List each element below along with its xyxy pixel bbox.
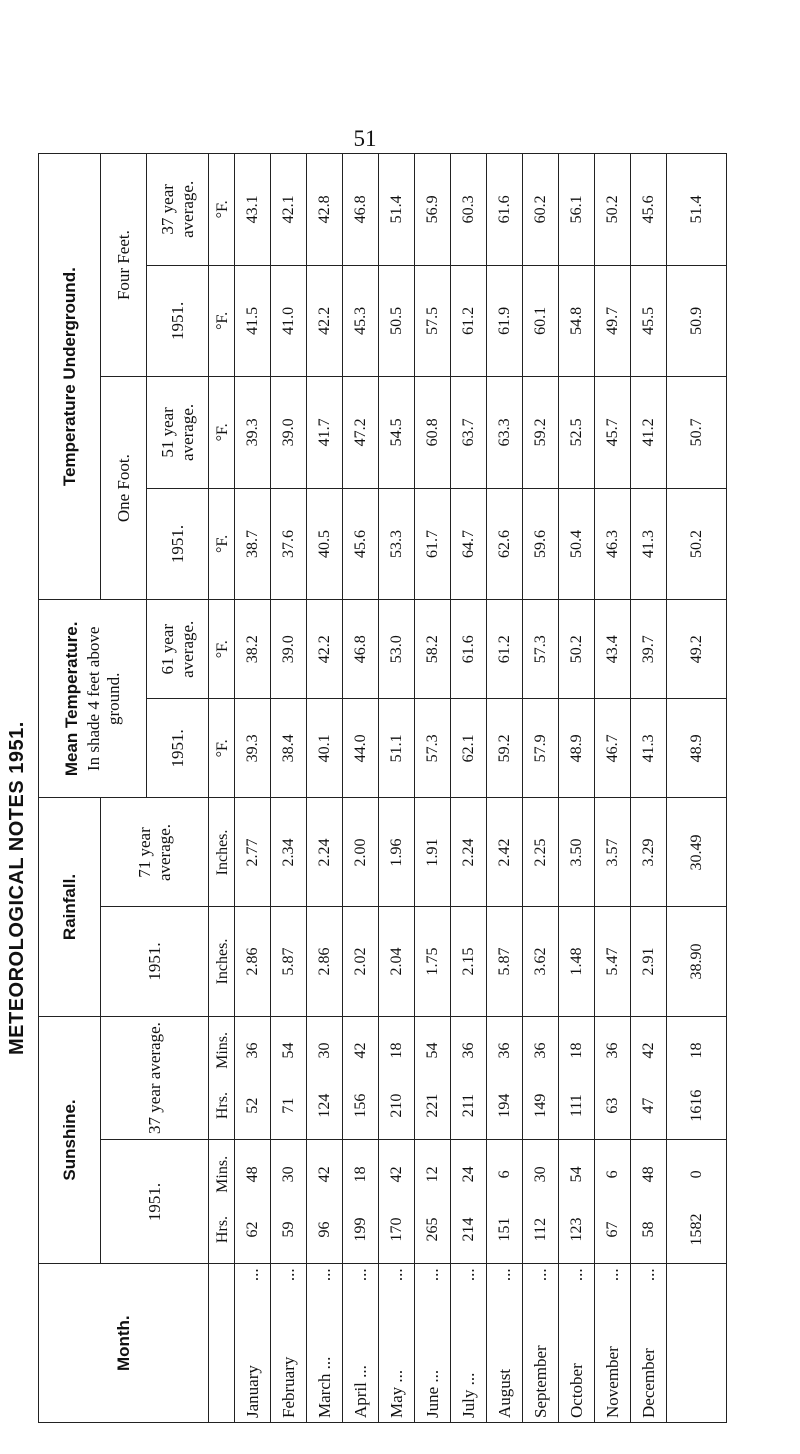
sunshine-37yr-cell — [379, 1016, 415, 1140]
month-name: September — [530, 1345, 550, 1418]
mean-temp-1951-cell: 57.9 — [523, 699, 559, 798]
minutes-value: 36 — [603, 1042, 621, 1059]
sunshine-37yr-cell — [487, 1016, 523, 1140]
mean-temp-1951-cell: 57.3 — [415, 699, 451, 798]
one-foot-1951-cell: 37.6 — [271, 488, 307, 600]
rainfall-1951-cell: 2.02 — [343, 907, 379, 1016]
unit-degf: °F. — [209, 154, 235, 266]
hours-value: 58 — [639, 1221, 657, 1238]
leader-dots: ... — [386, 1268, 406, 1282]
mean-temp-61yr-cell: 42.2 — [307, 600, 343, 699]
hours-value: 111 — [567, 1094, 585, 1117]
rainfall-71yr-cell: 2.34 — [271, 798, 307, 907]
unit-inches: Inches. — [209, 798, 235, 907]
hours-value: 214 — [459, 1217, 477, 1242]
mean-temp-61yr-cell: 43.4 — [595, 600, 631, 699]
mean-temp-61yr-cell: 39.7 — [631, 600, 667, 699]
four-feet-1951-cell: 41.0 — [271, 265, 307, 377]
hours-value: 210 — [387, 1093, 405, 1118]
one-foot-51yr-cell: 41.2 — [631, 377, 667, 489]
rainfall-71yr-cell: 2.77 — [235, 798, 271, 907]
sunshine-37yr-header: 37 year average. — [101, 1016, 209, 1140]
sunshine-1951-cell — [595, 1140, 631, 1264]
month-name: October — [566, 1363, 586, 1418]
hours-value: 112 — [531, 1217, 549, 1242]
one-foot-51yr-cell: 52.5 — [559, 377, 595, 489]
minutes-value: 48 — [639, 1166, 657, 1183]
hours-value: 123 — [567, 1217, 585, 1242]
month-cell — [523, 1264, 559, 1423]
unit-degf: °F. — [209, 699, 235, 798]
total-four-feet-1951: 50.9 — [667, 265, 727, 377]
one-foot-1951-cell: 41.3 — [631, 488, 667, 600]
sunshine-37yr-cell — [451, 1016, 487, 1140]
hours-value: 71 — [279, 1097, 297, 1114]
total-mins: 0 — [687, 1170, 705, 1179]
sunshine-1951-cell — [343, 1140, 379, 1264]
sunshine-37yr-cell — [595, 1016, 631, 1140]
sunshine-37yr-cell — [415, 1016, 451, 1140]
four-feet-1951-cell: 60.1 — [523, 265, 559, 377]
sunshine-1951-header: 1951. — [101, 1140, 209, 1264]
four-feet-37yr-cell: 60.3 — [451, 154, 487, 266]
rainfall-1951-cell: 5.87 — [271, 907, 307, 1016]
sunshine-1951-cell — [523, 1140, 559, 1264]
table-row — [595, 154, 631, 1423]
one-foot-51yr-cell: 63.3 — [487, 377, 523, 489]
minutes-value: 18 — [351, 1166, 369, 1183]
mean-temp-1951-cell: 40.1 — [307, 699, 343, 798]
one-foot-header: One Foot. — [101, 377, 147, 600]
four-feet-37yr-cell: 56.1 — [559, 154, 595, 266]
rainfall-71yr-cell: 1.96 — [379, 798, 415, 907]
one-foot-51yr-cell: 54.5 — [379, 377, 415, 489]
one-foot-51yr-cell: 39.3 — [235, 377, 271, 489]
four-feet-1951-cell: 61.2 — [451, 265, 487, 377]
units-month-cell — [209, 1264, 235, 1423]
total-four-feet-37yr: 51.4 — [667, 154, 727, 266]
one-foot-51yr-cell: 63.7 — [451, 377, 487, 489]
minutes-value: 18 — [387, 1042, 405, 1059]
sunshine-37yr-cell — [631, 1016, 667, 1140]
table-row — [631, 154, 667, 1423]
mean-temp-1951-cell: 39.3 — [235, 699, 271, 798]
hours-value: 211 — [459, 1093, 477, 1118]
mean-temp-61yr-cell: 46.8 — [343, 600, 379, 699]
minutes-value: 12 — [423, 1166, 441, 1183]
four-feet-37yr-cell: 50.2 — [595, 154, 631, 266]
table-row — [415, 154, 451, 1423]
sunshine-1951-cell — [235, 1140, 271, 1264]
month-cell — [307, 1264, 343, 1423]
rainfall-71yr-cell: 2.00 — [343, 798, 379, 907]
hours-value: 194 — [495, 1093, 513, 1118]
minutes-value: 18 — [567, 1042, 585, 1059]
month-name: July ... — [458, 1372, 478, 1418]
mean-temp-61yr-cell: 61.6 — [451, 600, 487, 699]
sunshine-1951-cell — [451, 1140, 487, 1264]
month-name: February — [278, 1356, 298, 1418]
rainfall-1951-header: 1951. — [101, 907, 209, 1016]
mean-temp-1951-cell: 59.2 — [487, 699, 523, 798]
one-foot-1951-header: 1951. — [147, 488, 209, 600]
minutes-value: 36 — [495, 1042, 513, 1059]
mean-temp-61yr-cell: 39.0 — [271, 600, 307, 699]
month-cell — [235, 1264, 271, 1423]
month-cell — [415, 1264, 451, 1423]
unit-degf: °F. — [209, 265, 235, 377]
sunshine-header: Sunshine. — [39, 1016, 101, 1264]
mean-temp-1951-header: 1951. — [147, 699, 209, 798]
rainfall-1951-cell: 1.48 — [559, 907, 595, 1016]
mean-temp-61yr-cell: 61.2 — [487, 600, 523, 699]
sunshine-1951-cell — [271, 1140, 307, 1264]
mean-temp-1951-cell: 38.4 — [271, 699, 307, 798]
hours-value: 59 — [279, 1221, 297, 1238]
mean-temperature-title: Mean Temperature. — [61, 621, 81, 777]
rainfall-71yr-cell: 1.91 — [415, 798, 451, 907]
temperature-underground-header: Temperature Underground. — [39, 154, 101, 600]
one-foot-1951-cell: 38.7 — [235, 488, 271, 600]
rainfall-1951-cell: 5.47 — [595, 907, 631, 1016]
one-foot-51yr-cell: 59.2 — [523, 377, 559, 489]
month-name: January — [242, 1365, 262, 1418]
four-feet-37yr-cell: 45.6 — [631, 154, 667, 266]
month-name: June ... — [422, 1369, 442, 1418]
minutes-value: 36 — [459, 1042, 477, 1059]
hours-value: 63 — [603, 1097, 621, 1114]
mean-temp-61yr-cell: 58.2 — [415, 600, 451, 699]
sunshine-37yr-cell — [343, 1016, 379, 1140]
minutes-value: 36 — [531, 1042, 549, 1059]
minutes-value: 30 — [531, 1166, 549, 1183]
table-row — [379, 154, 415, 1423]
month-cell — [379, 1264, 415, 1423]
totals-row — [667, 154, 727, 1423]
minutes-value: 54 — [279, 1042, 297, 1059]
data-rows — [235, 154, 667, 1423]
meteorological-table — [38, 153, 727, 1423]
leader-dots: ... — [242, 1268, 262, 1282]
leader-dots: ... — [458, 1268, 478, 1282]
rainfall-71yr-cell: 2.42 — [487, 798, 523, 907]
leader-dots: ... — [638, 1268, 658, 1282]
rainfall-71yr-cell: 3.57 — [595, 798, 631, 907]
mean-temp-61yr-cell: 53.0 — [379, 600, 415, 699]
hours-value: 62 — [243, 1221, 261, 1238]
one-foot-51yr-cell: 45.7 — [595, 377, 631, 489]
rainfall-1951-cell: 3.62 — [523, 907, 559, 1016]
four-feet-37yr-cell: 61.6 — [487, 154, 523, 266]
unit-inches: Inches. — [209, 907, 235, 1016]
minutes-value: 42 — [315, 1166, 333, 1183]
month-cell — [343, 1264, 379, 1423]
table-row — [559, 154, 595, 1423]
month-name: November — [602, 1346, 622, 1418]
unit-degf: °F. — [209, 600, 235, 699]
unit-degf: °F. — [209, 377, 235, 489]
leader-dots: ... — [350, 1268, 370, 1282]
mean-temp-1951-cell: 48.9 — [559, 699, 595, 798]
month-name: April ... — [350, 1365, 370, 1418]
sunshine-1951-cell — [307, 1140, 343, 1264]
sunshine-37yr-cell — [271, 1016, 307, 1140]
month-header: Month. — [39, 1264, 209, 1423]
one-foot-51yr-cell: 47.2 — [343, 377, 379, 489]
four-feet-header: Four Feet. — [101, 154, 147, 377]
unit-hrs: Hrs. — [213, 1092, 231, 1120]
table-row — [235, 154, 271, 1423]
hours-value: 96 — [315, 1221, 333, 1238]
hours-value: 149 — [531, 1093, 549, 1118]
leader-dots: ... — [566, 1268, 586, 1282]
rainfall-1951-cell: 2.86 — [235, 907, 271, 1016]
minutes-value: 30 — [315, 1042, 333, 1059]
one-foot-1951-cell: 59.6 — [523, 488, 559, 600]
hours-value: 156 — [351, 1093, 369, 1118]
rainfall-1951-cell: 2.15 — [451, 907, 487, 1016]
unit-mins: Mins. — [213, 1031, 231, 1069]
month-cell — [631, 1264, 667, 1423]
month-name: December — [638, 1348, 658, 1418]
rainfall-71yr-cell: 2.24 — [307, 798, 343, 907]
leader-dots: ... — [494, 1268, 514, 1282]
rainfall-71yr-cell: 2.25 — [523, 798, 559, 907]
sunshine-1951-cell — [559, 1140, 595, 1264]
mean-temp-1951-cell: 44.0 — [343, 699, 379, 798]
total-sunshine-37yr — [667, 1016, 727, 1140]
hours-value: 151 — [495, 1217, 513, 1242]
rainfall-1951-cell: 2.86 — [307, 907, 343, 1016]
mean-temp-1951-cell: 46.7 — [595, 699, 631, 798]
total-mean-temp-1951: 48.9 — [667, 699, 727, 798]
mean-temp-1951-cell: 62.1 — [451, 699, 487, 798]
mean-temp-1951-cell: 51.1 — [379, 699, 415, 798]
sunshine-1951-cell — [415, 1140, 451, 1264]
table-row — [343, 154, 379, 1423]
minutes-value: 24 — [459, 1166, 477, 1183]
four-feet-37yr-cell: 60.2 — [523, 154, 559, 266]
units-sunshine-1951 — [209, 1140, 235, 1264]
total-mean-temp-61yr: 49.2 — [667, 600, 727, 699]
one-foot-51yr-header: 51 year average. — [147, 377, 209, 489]
mean-temp-1951-cell: 41.3 — [631, 699, 667, 798]
sunshine-1951-cell — [379, 1140, 415, 1264]
rainfall-71yr-cell: 3.29 — [631, 798, 667, 907]
total-hrs: 1616 — [687, 1089, 705, 1122]
totals-month-cell — [667, 1264, 727, 1423]
unit-hrs: Hrs. — [213, 1215, 231, 1244]
total-one-foot-51yr: 50.7 — [667, 377, 727, 489]
four-feet-1951-cell: 45.3 — [343, 265, 379, 377]
total-sunshine-1951 — [667, 1140, 727, 1264]
sunshine-37yr-cell — [523, 1016, 559, 1140]
month-name: May ... — [386, 1369, 406, 1418]
minutes-value: 6 — [495, 1170, 513, 1179]
hours-value: 47 — [639, 1097, 657, 1114]
leader-dots: ... — [530, 1268, 550, 1282]
minutes-value: 42 — [387, 1166, 405, 1183]
table-row — [307, 154, 343, 1423]
month-cell — [451, 1264, 487, 1423]
one-foot-1951-cell: 40.5 — [307, 488, 343, 600]
hours-value: 124 — [315, 1093, 333, 1118]
month-cell — [595, 1264, 631, 1423]
total-one-foot-1951: 50.2 — [667, 488, 727, 600]
total-rainfall-1951: 38.90 — [667, 907, 727, 1016]
minutes-value: 54 — [423, 1042, 441, 1059]
unit-mins: Mins. — [213, 1155, 231, 1193]
month-name: August — [494, 1368, 514, 1418]
hours-value: 67 — [603, 1221, 621, 1238]
mean-temp-61yr-cell: 50.2 — [559, 600, 595, 699]
rotated-table-wrapper — [38, 153, 710, 1423]
rainfall-1951-cell: 5.87 — [487, 907, 523, 1016]
mean-temp-61yr-cell: 38.2 — [235, 600, 271, 699]
hours-value: 221 — [423, 1093, 441, 1118]
one-foot-51yr-cell: 41.7 — [307, 377, 343, 489]
one-foot-1951-cell: 50.4 — [559, 488, 595, 600]
unit-degf: °F. — [209, 488, 235, 600]
four-feet-1951-cell: 42.2 — [307, 265, 343, 377]
table-row — [271, 154, 307, 1423]
four-feet-1951-cell: 57.5 — [415, 265, 451, 377]
four-feet-37yr-cell: 42.8 — [307, 154, 343, 266]
one-foot-1951-cell: 64.7 — [451, 488, 487, 600]
rainfall-1951-cell: 1.75 — [415, 907, 451, 1016]
month-cell — [487, 1264, 523, 1423]
total-mins: 18 — [687, 1042, 705, 1059]
hours-value: 170 — [387, 1217, 405, 1242]
four-feet-1951-header: 1951. — [147, 265, 209, 377]
one-foot-1951-cell: 46.3 — [595, 488, 631, 600]
minutes-value: 36 — [243, 1042, 261, 1059]
four-feet-37yr-header: 37 year average. — [147, 154, 209, 266]
rainfall-71yr-cell: 2.24 — [451, 798, 487, 907]
four-feet-37yr-cell: 42.1 — [271, 154, 307, 266]
mean-temp-61yr-header: 61 year average. — [147, 600, 209, 699]
four-feet-37yr-cell: 46.8 — [343, 154, 379, 266]
minutes-value: 48 — [243, 1166, 261, 1183]
table-row — [487, 154, 523, 1423]
four-feet-1951-cell: 41.5 — [235, 265, 271, 377]
rainfall-1951-cell: 2.91 — [631, 907, 667, 1016]
hours-value: 199 — [351, 1217, 369, 1242]
rainfall-71yr-cell: 3.50 — [559, 798, 595, 907]
hours-value: 52 — [243, 1097, 261, 1114]
four-feet-1951-cell: 61.9 — [487, 265, 523, 377]
total-hrs: 1582 — [687, 1213, 705, 1246]
four-feet-37yr-cell: 56.9 — [415, 154, 451, 266]
leader-dots: ... — [422, 1268, 442, 1282]
one-foot-1951-cell: 61.7 — [415, 488, 451, 600]
sunshine-37yr-cell — [559, 1016, 595, 1140]
four-feet-37yr-cell: 43.1 — [235, 154, 271, 266]
sunshine-37yr-cell — [307, 1016, 343, 1140]
one-foot-1951-cell: 62.6 — [487, 488, 523, 600]
sunshine-37yr-cell — [235, 1016, 271, 1140]
leader-dots: ... — [602, 1268, 622, 1282]
units-sunshine-37yr — [209, 1016, 235, 1140]
four-feet-1951-cell: 50.5 — [379, 265, 415, 377]
mean-temperature-header — [39, 600, 147, 798]
month-cell — [559, 1264, 595, 1423]
hours-value: 265 — [423, 1217, 441, 1242]
minutes-value: 54 — [567, 1166, 585, 1183]
page-number: 51 — [353, 126, 377, 151]
mean-temperature-subtitle: In shade 4 feet above ground. — [83, 626, 123, 772]
leader-dots: ... — [278, 1268, 298, 1282]
month-cell — [271, 1264, 307, 1423]
rainfall-1951-cell: 2.04 — [379, 907, 415, 1016]
mean-temp-61yr-cell: 57.3 — [523, 600, 559, 699]
four-feet-1951-cell: 45.5 — [631, 265, 667, 377]
one-foot-51yr-cell: 39.0 — [271, 377, 307, 489]
four-feet-1951-cell: 49.7 — [595, 265, 631, 377]
page-side-title: METEOROLOGICAL NOTES 1951. — [6, 721, 28, 1055]
minutes-value: 6 — [603, 1170, 621, 1179]
minutes-value: 30 — [279, 1166, 297, 1183]
one-foot-51yr-cell: 60.8 — [415, 377, 451, 489]
rainfall-71yr-header: 71 year average. — [101, 798, 209, 907]
four-feet-1951-cell: 54.8 — [559, 265, 595, 377]
one-foot-1951-cell: 53.3 — [379, 488, 415, 600]
one-foot-1951-cell: 45.6 — [343, 488, 379, 600]
table-row — [523, 154, 559, 1423]
leader-dots: ... — [314, 1268, 334, 1282]
total-rainfall-71yr: 30.49 — [667, 798, 727, 907]
sunshine-1951-cell — [487, 1140, 523, 1264]
minutes-value: 42 — [639, 1042, 657, 1059]
rainfall-header: Rainfall. — [39, 798, 101, 1016]
sunshine-1951-cell — [631, 1140, 667, 1264]
minutes-value: 42 — [351, 1042, 369, 1059]
four-feet-37yr-cell: 51.4 — [379, 154, 415, 266]
table-row — [451, 154, 487, 1423]
units-row — [209, 154, 235, 1423]
month-name: March ... — [314, 1356, 334, 1418]
